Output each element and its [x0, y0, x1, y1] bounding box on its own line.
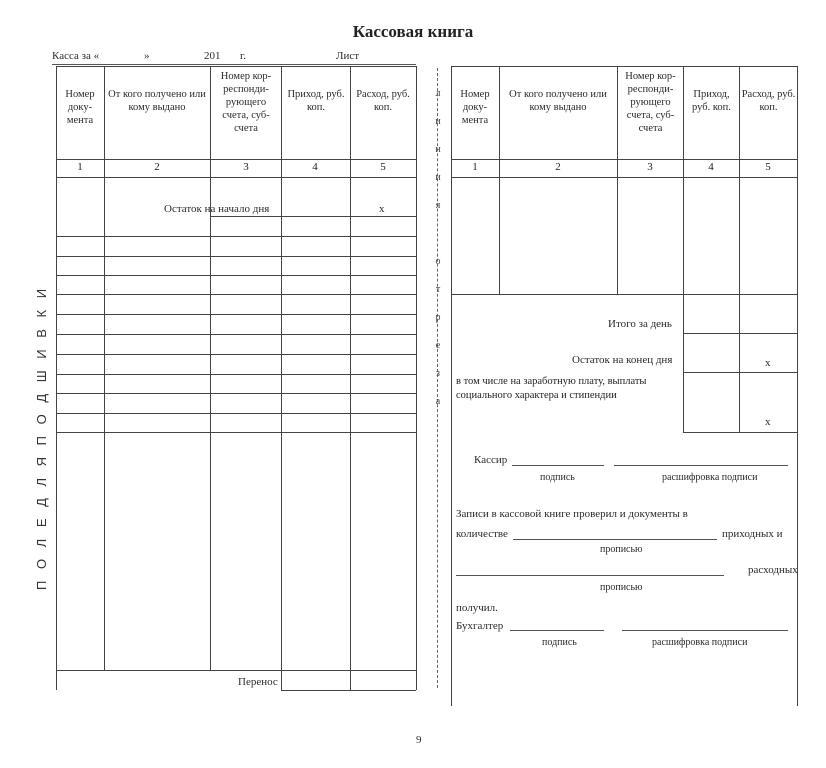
r-col-num-1: 1 — [472, 161, 478, 173]
cashier-decode-caption: расшифровка подписи — [662, 472, 758, 483]
in-words-caption-2: прописью — [600, 582, 643, 593]
closing-x-mark: x — [765, 357, 771, 369]
page-title: Кассовая книга — [352, 22, 474, 41]
accountant-signature-caption: подпись — [542, 637, 577, 648]
accountant-signature-line[interactable] — [510, 630, 604, 631]
expense-docs-label: расходных — [748, 564, 798, 576]
cashier-label: Кассир — [474, 454, 508, 466]
cashier-decode-line[interactable] — [614, 465, 788, 466]
r-col-num-3: 3 — [647, 161, 653, 173]
income-count-line[interactable] — [513, 539, 717, 540]
including-x-mark: x — [765, 416, 771, 428]
r-col-num-2: 2 — [555, 161, 561, 173]
col-num-5: 5 — [380, 161, 386, 173]
col-num-3: 3 — [243, 161, 249, 173]
cashier-signature-caption: подпись — [540, 472, 575, 483]
carry-over-label: Перенос — [238, 676, 278, 688]
including-note: в том числе на заработную плату, выплаты социального характера и стипендии — [456, 376, 647, 401]
total-day-label: Итого за день — [608, 318, 672, 330]
opening-balance-label: Остаток на начало дня — [164, 203, 270, 215]
year-label: 201 — [204, 50, 221, 62]
r-col-doc-number: Номер доку-мента — [460, 89, 490, 126]
col-num-1: 1 — [77, 161, 83, 173]
year-suffix: г. — [240, 50, 247, 62]
cashier-signature-line[interactable] — [512, 465, 604, 466]
col-num-2: 2 — [154, 161, 160, 173]
col-account: Номер кор-респонди-рующего счета, суб-счета — [220, 71, 272, 134]
r-col-income: Приход, руб. коп. — [692, 89, 731, 113]
check-text: Записи в кассовой книге проверил и документы в — [456, 508, 688, 520]
income-docs-label: приходных и — [722, 528, 783, 540]
col-num-4: 4 — [312, 161, 318, 173]
col-doc-number: Номер доку-мента — [65, 89, 95, 126]
page-number: 9 — [416, 734, 422, 746]
expense-count-line[interactable] — [456, 575, 724, 576]
r-col-expense: Расход, руб. коп. — [741, 89, 796, 113]
accountant-decode-caption: расшифровка подписи — [652, 637, 748, 648]
col-income: Приход, руб. коп. — [287, 89, 345, 113]
r-col-account: Номер кор-респонди-рующего счета, суб-счета — [625, 71, 676, 134]
col-from-whom: От кого получено или кому выдано — [108, 89, 206, 113]
in-words-caption-1: прописью — [600, 544, 643, 555]
top-underline — [52, 64, 416, 65]
received-label: получил. — [456, 602, 498, 614]
quantity-label: количестве — [456, 528, 508, 540]
binding-margin-label: П О Л Е Д Л Я П О Д Ш И В К И — [34, 284, 49, 590]
r-col-num-5: 5 — [765, 161, 771, 173]
opening-x-mark: x — [379, 203, 385, 215]
col-expense: Расход, руб. коп. — [356, 89, 410, 113]
r-col-num-4: 4 — [708, 161, 714, 173]
kassa-label: Касса за « — [52, 50, 100, 62]
quote-close: » — [144, 50, 150, 62]
sheet-label: Лист — [336, 50, 360, 62]
cut-line-label: л и н и я о т р е з а — [435, 88, 441, 407]
closing-balance-label: Остаток на конец дня — [572, 354, 673, 366]
r-col-from-whom: От кого получено или кому выдано — [509, 89, 607, 113]
accountant-label: Бухгалтер — [456, 620, 504, 632]
accountant-decode-line[interactable] — [622, 630, 788, 631]
